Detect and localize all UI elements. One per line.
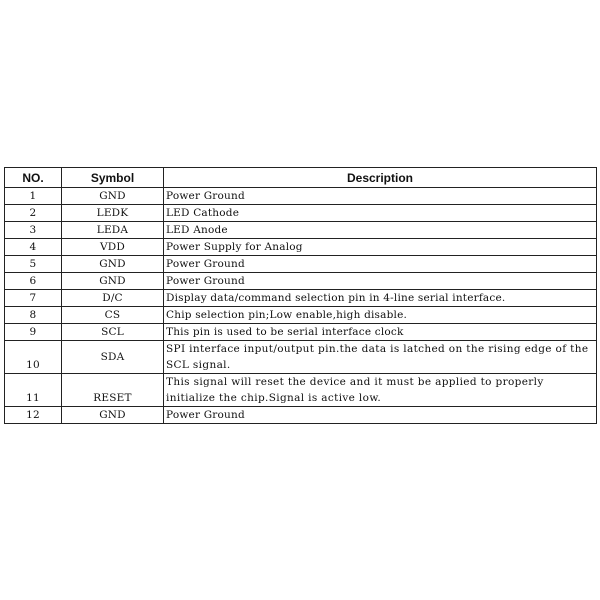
table-row <box>5 205 597 222</box>
pin-definition-table <box>4 167 597 424</box>
pin-symbol: SCL <box>62 324 164 341</box>
table-row <box>5 273 597 290</box>
pin-number: 1 <box>5 188 62 205</box>
header-symbol: Symbol <box>62 168 164 188</box>
pin-symbol: LEDK <box>62 205 164 222</box>
table-row <box>5 290 597 307</box>
pin-symbol: SDA <box>62 341 164 374</box>
pin-symbol: RESET <box>62 374 164 407</box>
table-row <box>5 307 597 324</box>
pin-symbol: LEDA <box>62 222 164 239</box>
table-row <box>5 324 597 341</box>
table-row <box>5 341 597 374</box>
pin-description: Chip selection pin;Low enable,high disable. <box>164 307 597 324</box>
pin-symbol: D/C <box>62 290 164 307</box>
pin-description: Power Ground <box>164 188 597 205</box>
pin-number: 11 <box>5 374 62 407</box>
pin-number: 9 <box>5 324 62 341</box>
table-row <box>5 222 597 239</box>
table-row <box>5 374 597 407</box>
pin-number: 8 <box>5 307 62 324</box>
pin-number: 6 <box>5 273 62 290</box>
pin-number: 4 <box>5 239 62 256</box>
pin-description: This pin is used to be serial interface clock <box>164 324 597 341</box>
pin-number: 7 <box>5 290 62 307</box>
pin-description: Power Ground <box>164 407 597 424</box>
pin-symbol: GND <box>62 273 164 290</box>
pin-description: This signal will reset the device and it must be applied to properly initialize the chip.Signal is active low. <box>164 374 597 407</box>
table-row <box>5 256 597 273</box>
pin-number: 10 <box>5 341 62 374</box>
table-row <box>5 239 597 256</box>
pin-description: SPI interface input/output pin.the data is latched on the rising edge of the SCL signal. <box>164 341 597 374</box>
table-header-row <box>5 168 597 188</box>
pin-description: LED Cathode <box>164 205 597 222</box>
pin-description: Power Ground <box>164 273 597 290</box>
pin-number: 12 <box>5 407 62 424</box>
pin-symbol: CS <box>62 307 164 324</box>
pin-symbol: GND <box>62 407 164 424</box>
header-no: NO. <box>5 168 62 188</box>
pin-number: 5 <box>5 256 62 273</box>
pin-symbol: GND <box>62 188 164 205</box>
pin-symbol: VDD <box>62 239 164 256</box>
table-row <box>5 188 597 205</box>
pin-number: 3 <box>5 222 62 239</box>
header-description: Description <box>164 168 597 188</box>
table-row <box>5 407 597 424</box>
pin-description: Power Ground <box>164 256 597 273</box>
pin-symbol: GND <box>62 256 164 273</box>
pin-description: Power Supply for Analog <box>164 239 597 256</box>
pin-number: 2 <box>5 205 62 222</box>
pin-description: LED Anode <box>164 222 597 239</box>
pin-description: Display data/command selection pin in 4-line serial interface. <box>164 290 597 307</box>
